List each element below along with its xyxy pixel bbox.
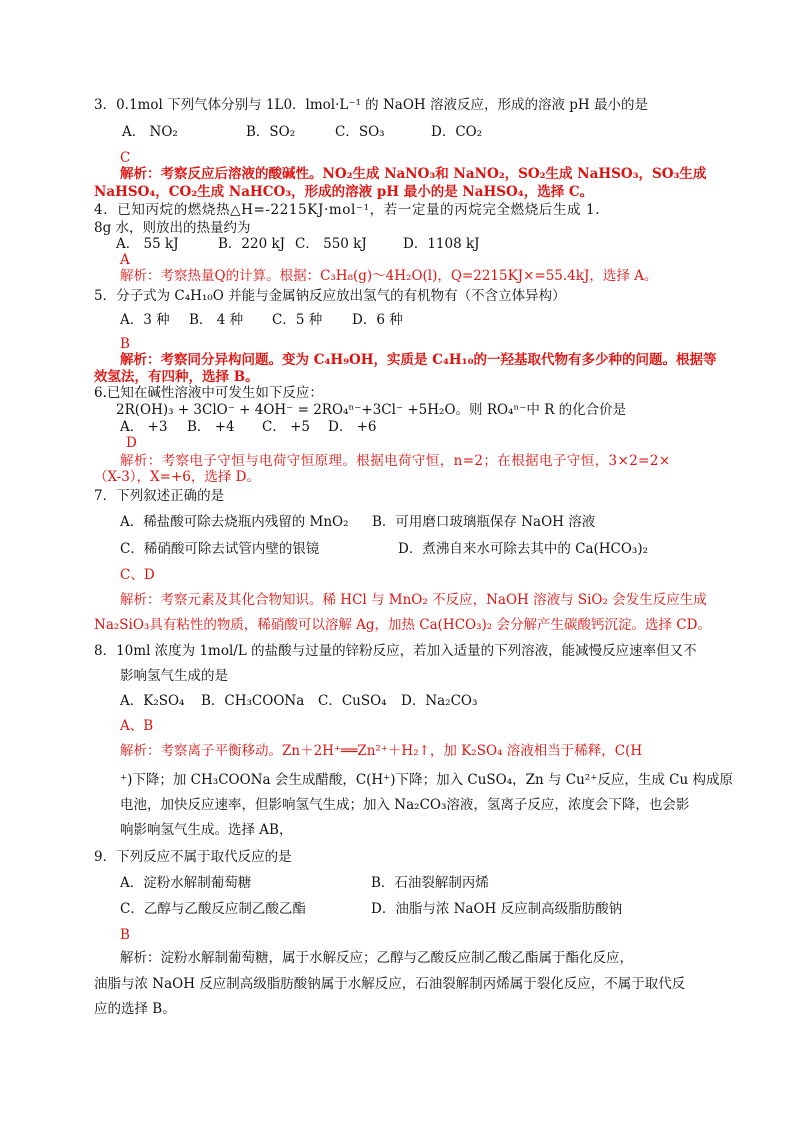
- q7-analysis-line-1: 解析：考察元素及其化合物知识。稀 HCl 与 MnO₂ 不反应，NaOH 溶液与 SiO₂ 会发生反应生成: [120, 592, 707, 608]
- q4-option-b: B．220 kJ: [218, 236, 286, 252]
- q6-stem: 6.已知在碱性溶液中可发生如下反应：: [94, 385, 323, 401]
- q3-analysis-line-1: 解析：考察反应后溶液的酸碱性。NO₂生成 NaNO₃和 NaNO₂，SO₂生成 NaHSO₃，SO₃生成: [120, 166, 707, 182]
- q3-answer: C: [120, 150, 131, 166]
- q3-option-d: D．CO₂: [431, 124, 483, 140]
- q8-analysis-line-3: 电池，加快反应速率，但影响氢气生成；加入 Na₂CO₃溶液，氢离子反应，浓度会下降，也会影: [120, 797, 690, 813]
- q7-option-b: B．可用磨口玻璃瓶保存 NaOH 溶液: [372, 514, 596, 530]
- q5-analysis-line-1: 解析：考察同分异构问题。变为 C₄H₉OH，实质是 C₄H₁₀的一羟基取代物有多少种的问题。根据等: [120, 352, 717, 368]
- q6-analysis-line-1: 解析：考察电子守恒与电荷守恒原理。根据电荷守恒，n=2；在根据电子守恒，3×2=2×: [120, 453, 671, 469]
- q3-stem: 3．0.1mol 下列气体分别与 1L0．lmol·L⁻¹ 的 NaOH 溶液反应，形成的溶液 pH 最小的是: [94, 97, 648, 113]
- q9-analysis-line-2: 油脂与浓 NaOH 反应制高级脂肪酸钠属于水解反应，石油裂解制丙烯属于裂化反应，不属于取代反: [94, 976, 686, 992]
- q8-stem-line-1: 8．10ml 浓度为 1mol/L 的盐酸与过量的锌粉反应，若加入适量的下列溶液，能减慢反应速率但又不: [94, 643, 697, 659]
- q9-option-b: B．石油裂解制丙烯: [371, 875, 489, 891]
- q3-analysis-line-2: NaHSO₄，CO₂生成 NaHCO₃，形成的溶液 pH 最小的是 NaHSO₄，选择 C。: [94, 184, 594, 200]
- q8-answer: A、B: [120, 718, 154, 734]
- q4-answer: A: [120, 252, 130, 268]
- q6-equation: 2R(OH)₃ + 3ClO⁻ + 4OH⁻ = 2RO₄ⁿ⁻+3Cl⁻ +5H₂O。则 RO₄ⁿ⁻中 R 的化合价是: [116, 402, 627, 418]
- q6-answer: D: [126, 435, 137, 451]
- q8-analysis-line-4: 响影响氢气生成。选择 AB，: [120, 822, 293, 838]
- q5-option-d: D．6 种: [352, 312, 403, 328]
- q8-stem-line-2: 影响氢气生成的是: [120, 668, 228, 684]
- q8-option-b: B．CH₃COONa: [201, 693, 305, 709]
- q4-option-d: D．1108 kJ: [403, 236, 480, 252]
- q5-analysis-line-2: 效氢法，有四种，选择 B。: [94, 369, 259, 385]
- q4-option-c: C． 550 kJ: [295, 236, 367, 252]
- q4-stem-line-2: 8g 水，则放出的热量约为: [94, 220, 251, 236]
- q5-answer: B: [120, 336, 130, 352]
- q5-option-b: B． 4 种: [189, 312, 244, 328]
- q8-analysis-line-1: 解析：考察离子平衡移动。Zn＋2H⁺══Zn²⁺＋H₂↑，加 K₂SO₄ 溶液相当于稀释，C(H: [120, 743, 643, 759]
- q9-stem: 9．下列反应不属于取代反应的是: [94, 849, 292, 865]
- q7-answer: C、D: [120, 567, 155, 583]
- q7-stem: 7．下列叙述正确的是: [94, 488, 225, 504]
- q9-option-a: A．淀粉水解制葡萄糖: [120, 875, 252, 891]
- q3-option-a: A． NO₂: [122, 124, 178, 140]
- q5-option-a: A．3 种: [120, 312, 170, 328]
- q9-option-d: D．油脂与浓 NaOH 反应制高级脂肪酸钠: [371, 901, 623, 917]
- q4-option-a: A． 55 kJ: [116, 236, 179, 252]
- q8-option-a: A．K₂SO₄: [120, 693, 185, 709]
- q6-option-a: A． +3: [120, 419, 168, 435]
- q7-option-d: D．煮沸自来水可除去其中的 Ca(HCO₃)₂: [398, 541, 649, 557]
- q6-option-c: C． +5: [262, 419, 311, 435]
- q8-analysis-line-2: ⁺)下降；加 CH₃COONa 会生成醋酸，C(H⁺)下降；加入 CuSO₄，Zn 与 Cu²⁺反应，生成 Cu 构成原: [120, 772, 733, 788]
- q5-stem: 5．分子式为 C₄H₁₀O 并能与金属钠反应放出氢气的有机物有（不含立体异构）: [94, 288, 566, 304]
- q6-analysis-line-2: （X-3），X=+6，选择 D。: [94, 469, 260, 485]
- q3-option-c: C．SO₃: [335, 124, 385, 140]
- q9-answer: B: [120, 927, 130, 943]
- q8-option-c: C．CuSO₄: [318, 693, 387, 709]
- q9-option-c: C．乙醇与乙酸反应制乙酸乙酯: [120, 901, 306, 917]
- q7-analysis-line-2: Na₂SiO₃具有粘性的物质，稀硝酸可以溶解 Ag，加热 Ca(HCO₃)₂ 会分解产生碳酸钙沉淀。选择 CD。: [94, 617, 711, 633]
- q6-option-d: D． +6: [328, 419, 377, 435]
- q8-option-d: D．Na₂CO₃: [401, 693, 478, 709]
- q6-option-b: B． +4: [187, 419, 235, 435]
- q5-option-c: C．5 种: [272, 312, 323, 328]
- q9-analysis-line-3: 应的选择 B。: [94, 1001, 176, 1017]
- q7-option-a: A．稀盐酸可除去烧瓶内残留的 MnO₂: [120, 514, 349, 530]
- q4-stem-line-1: 4．已知丙烷的燃烧热△H=-2215KJ·mol⁻¹，若一定量的丙烷完全燃烧后生成 1.: [94, 202, 601, 218]
- q3-option-b: B．SO₂: [246, 124, 296, 140]
- q9-analysis-line-1: 解析：淀粉水解制葡萄糖，属于水解反应；乙醇与乙酸反应制乙酸乙酯属于酯化反应，: [120, 950, 633, 966]
- q4-analysis: 解析：考察热量Q的计算。根据：C₃H₈(g)～4H₂O(l)，Q=2215KJ×=55.4kJ，选择 A。: [120, 268, 658, 284]
- q7-option-c: C．稀硝酸可除去试管内壁的银镜: [120, 541, 320, 557]
